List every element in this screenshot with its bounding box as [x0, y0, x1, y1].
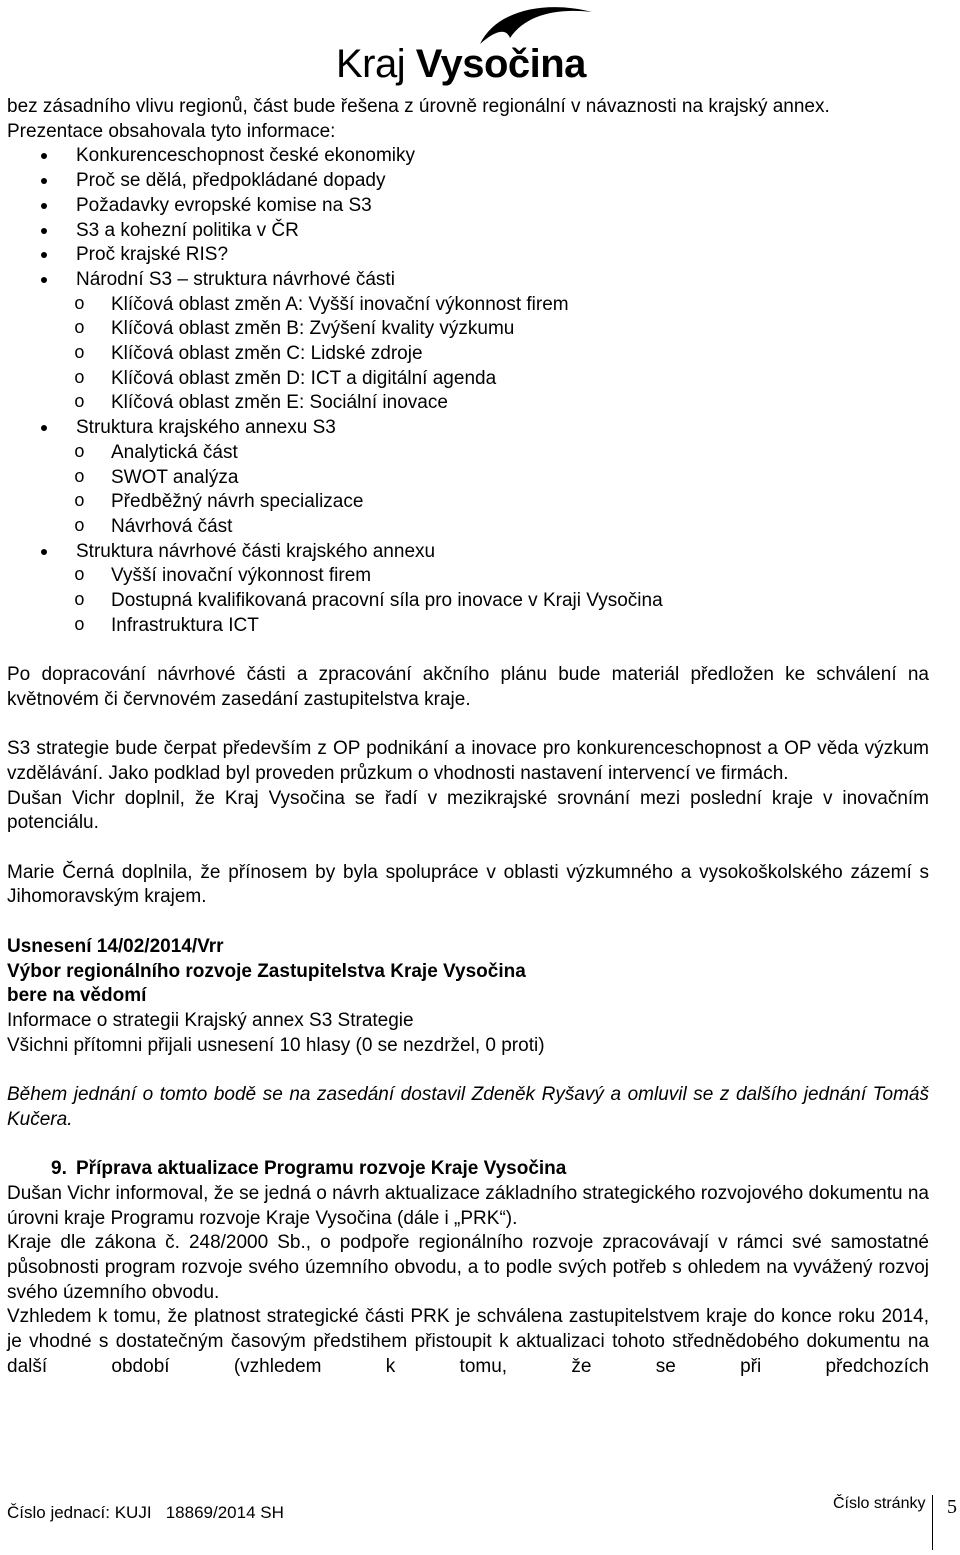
- resolution-action: bere na vědomí: [7, 985, 147, 1007]
- sub-list-item: o Infrastruktura ICT: [74, 614, 929, 639]
- logo-vysocina: Vysočina: [415, 42, 586, 86]
- resolution-subject: Informace o strategii Krajský annex S3 Strategie: [7, 1009, 414, 1031]
- sub-list-item: o SWOT analýza: [74, 466, 929, 491]
- document-content: [7, 95, 929, 1379]
- paragraph-cerna: Marie Černá doplnila, že přínosem by byla spolupráce v oblasti výzkumného a vysokoškolského zázemí s Jihomoravským krajem.: [7, 861, 929, 908]
- list-item: Proč se dělá, předpokládané dopady: [7, 169, 929, 194]
- resolution-title: Usnesení 14/02/2014/Vrr: [7, 935, 224, 957]
- logo-text: [336, 42, 586, 87]
- list-item: S3 a kohezní politika v ČR: [7, 219, 929, 244]
- presentation-intro: Prezentace obsahovala tyto informace:: [7, 120, 336, 142]
- sub-list-item: o Předběžný návrh specializace: [74, 490, 929, 515]
- reference-number: Číslo jednací: KUJI 18869/2014 SH: [7, 1503, 284, 1522]
- section-title: Příprava aktualizace Programu rozvoje Kraje Vysočina: [76, 1158, 567, 1180]
- sub-list-item: o Klíčová oblast změn A: Vyšší inovační výkonnost firem: [74, 293, 929, 318]
- list-item: Národní S3 – struktura návrhové části o Klíčová oblast změn A: Vyšší inovační výkonnost firem o Klíčová oblast změn B: Zvýšení kvality výzkumu o Klíčová oblast změn C: Lidské zdroje o Klíčová oblast změn D: ICT a digitální agenda o Klíčová oblast změn E: Sociální inovace: [7, 268, 929, 416]
- sub-list-item: o Dostupná kvalifikovaná pracovní síla pro inovace v Kraji Vysočina: [74, 589, 929, 614]
- list-item: Struktura návrhové části krajského annexu o Vyšší inovační výkonnost firem o Dostupná kvalifikovaná pracovní síla pro inovace v Kraji Vysočina o Infrastruktura ICT: [7, 540, 929, 639]
- resolution-body-name: Výbor regionálního rozvoje Zastupitelstva Kraje Vysočina: [7, 960, 526, 982]
- sub-list-item: o Návrhová část: [74, 515, 929, 540]
- logo-kraj: Kraj: [336, 42, 406, 86]
- sub-list-item: o Klíčová oblast změn B: Zvýšení kvality výzkumu: [74, 317, 929, 342]
- list-item: Konkurenceschopnost české ekonomiky: [7, 144, 929, 169]
- page-number: 5: [947, 1496, 957, 1518]
- sub-list-item: o Klíčová oblast změn C: Lidské zdroje: [74, 342, 929, 367]
- footer-divider: [932, 1495, 933, 1550]
- attendance-note: Během jednání o tomto bodě se na zasedání dostavil Zdeněk Ryšavý a omluvil se z dalšího jednání Tomáš Kučera.: [7, 1084, 929, 1130]
- paragraph-dopracovani: Po dopracování návrhové části a zpracování akčního plánu bude materiál předložen ke schválení na květnovém či červnovém zasedání zastupitelstva kraje.: [7, 664, 929, 710]
- intro-paragraph: bez zásadního vlivu regionů, část bude řešena z úrovně regionální v návaznosti na krajský annex.: [7, 96, 830, 117]
- page-footer: [7, 1495, 960, 1555]
- presentation-list: [7, 144, 929, 638]
- page-number-label: Číslo stránky: [833, 1495, 926, 1512]
- sub-list: [74, 293, 929, 417]
- paragraph-vichr: Dušan Vichr doplnil, že Kraj Vysočina se řadí v mezikrajské srovnání mezi poslední kraje v inovačním potenciálu.: [7, 787, 929, 834]
- list-item: Struktura krajského annexu S3 o Analytická část o SWOT analýza o Předběžný návrh specializace o Návrhová část: [7, 416, 929, 540]
- section-paragraph: Vzhledem k tomu, že platnost strategické části PRK je schválena zastupitelstvem kraje do konce roku 2014, je vhodné s dostatečným časovým předstihem přistoupit k aktualizaci tohoto střednědobého dokumentu na další období (vzhledem k tomu, že se při předchozích: [7, 1306, 929, 1377]
- sub-list-item: o Klíčová oblast změn D: ICT a digitální agenda: [74, 367, 929, 392]
- list-item: Požadavky evropské komise na S3: [7, 194, 929, 219]
- sub-list-item: o Vyšší inovační výkonnost firem: [74, 564, 929, 589]
- swoosh-icon: [476, 4, 596, 46]
- section-heading: [7, 1157, 929, 1182]
- resolution-vote: Všichni přítomni přijali usnesení 10 hlasy (0 se nezdržel, 0 proti): [7, 1034, 545, 1056]
- list-item: Proč krajské RIS?: [7, 243, 929, 268]
- section-paragraph: Kraje dle zákona č. 248/2000 Sb., o podpoře regionálního rozvoje zpracovávají v rámci své samostatné působnosti program rozvoje svého územního obvodu, a to podle svých potřeb s ohledem na vyvážený rozvoj svého územního obvodu.: [7, 1232, 929, 1303]
- paragraph-s3-strategie: S3 strategie bude čerpat především z OP podnikání a inovace pro konkurenceschopnost a OP věda výzkum vzdělávání. Jako podklad byl proveden průzkum o vhodnosti nastavení intervencí ve firmách.: [7, 738, 929, 784]
- section-number: 9.: [51, 1158, 67, 1180]
- kraj-vysocina-logo: [336, 4, 596, 84]
- sub-list: [74, 441, 929, 540]
- sub-list-item: o Analytická část: [74, 441, 929, 466]
- section-paragraph: Dušan Vichr informoval, že se jedná o návrh aktualizace základního strategického rozvojového dokumentu na úrovni kraje Programu rozvoje Kraje Vysočina (dále i „PRK“).: [7, 1182, 929, 1229]
- sub-list: [74, 564, 929, 638]
- sub-list-item: o Klíčová oblast změn E: Sociální inovace: [74, 391, 929, 416]
